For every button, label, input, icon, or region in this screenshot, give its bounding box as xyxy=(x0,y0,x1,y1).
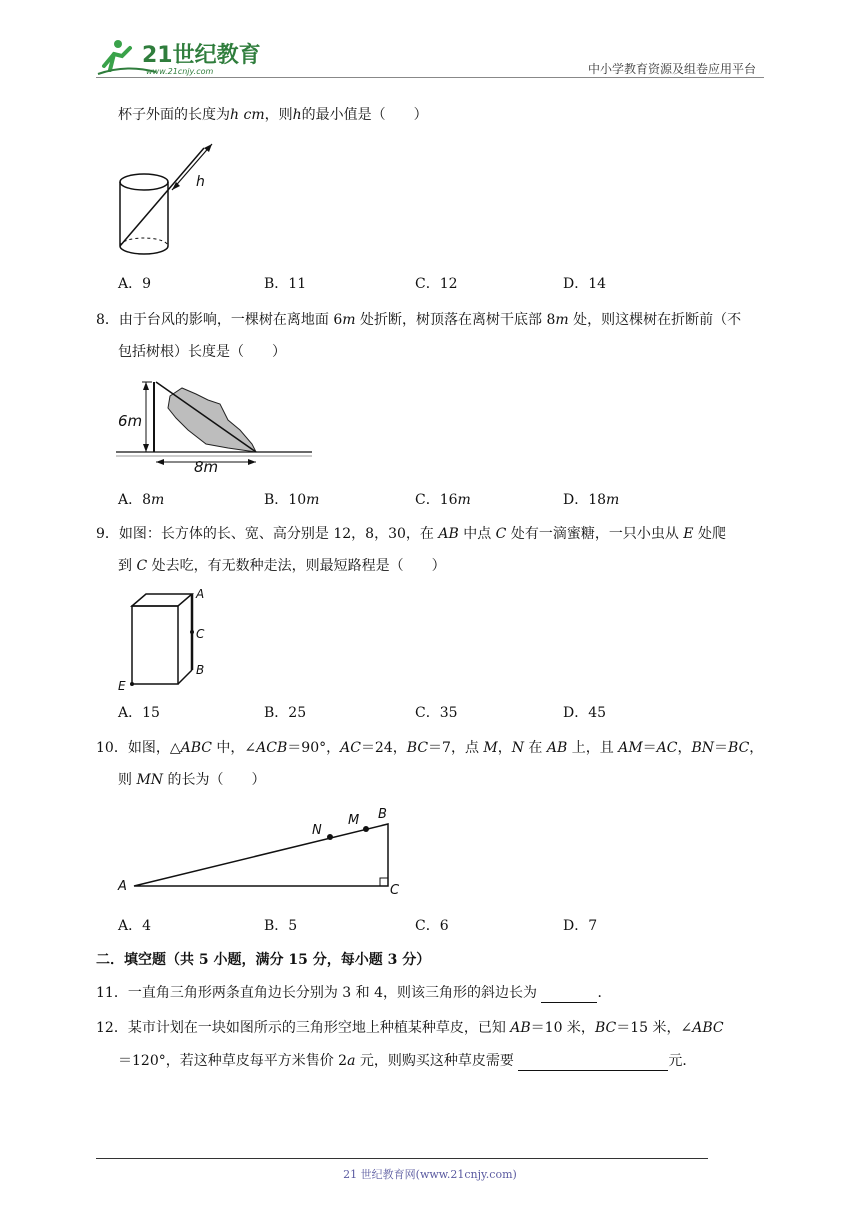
q7-option-d: D．14 xyxy=(563,276,607,292)
q10-stem-line2: 则 MN 的长为（ ） xyxy=(118,772,266,788)
q8-stem-line1: 8．由于台风的影响，一棵树在离地面 6m 处折断，树顶落在离树干底部 8m 处，则这棵树在折断前（不 xyxy=(96,312,742,328)
q7-option-a: A．9 xyxy=(118,276,152,292)
svg-text:h: h xyxy=(196,174,205,190)
svg-text:www.21cnjy.com: www.21cnjy.com xyxy=(146,67,214,76)
footer-text: 21 世纪教育网(www.21cnjy.com) xyxy=(343,1168,517,1181)
q9-stem-line2: 到 C 处去吃，有无数种走法，则最短路程是（ ） xyxy=(118,558,446,574)
svg-text:A: A xyxy=(196,587,205,601)
q10-figure-triangle xyxy=(116,800,416,904)
q12-stem-line2: ＝120°，若这种草皮每平方米售价 2a 元，则购买这种草皮需要 元． xyxy=(118,1053,697,1069)
site-logo xyxy=(96,36,266,78)
platform-name: 中小学教育资源及组卷应用平台 xyxy=(587,62,756,76)
q8-figure-tree xyxy=(116,374,316,480)
q7-option-b: B．11 xyxy=(264,276,307,292)
q9-figure-cuboid xyxy=(116,586,216,696)
svg-text:B: B xyxy=(196,663,205,677)
q7-option-c: C．12 xyxy=(415,276,458,292)
q10-stem-line1: 10．如图，△ABC 中，∠ACB＝90°，AC＝24，BC＝7，点 M，N 在 AB 上，且 AM＝AC，BN＝BC， xyxy=(96,740,764,756)
q9-option-a: A．15 xyxy=(118,705,160,721)
header-divider xyxy=(96,77,764,78)
q7-figure-cup xyxy=(116,140,220,262)
q7-stem: 杯子外面的长度为h cm，则h的最小值是（ ） xyxy=(118,107,428,123)
svg-text:21世纪教育: 21世纪教育 xyxy=(142,43,261,68)
q10-option-a: A．4 xyxy=(118,918,152,934)
q8-stem-line2: 包括树根）长度是（ ） xyxy=(118,344,286,360)
svg-text:6m: 6m xyxy=(118,412,143,430)
q8-option-a: A．8m xyxy=(118,492,165,508)
q9-stem-line1: 9．如图：长方体的长、宽、高分别是 12，8，30，在 AB 中点 C 处有一滴蜜糖，一只小虫从 E 处爬 xyxy=(96,526,726,542)
svg-text:C: C xyxy=(196,627,205,641)
section-title-fill-in: 二．填空题（共 5 小题，满分 15 分，每小题 3 分） xyxy=(96,952,431,968)
footer-divider xyxy=(96,1158,708,1159)
q9-option-c: C．35 xyxy=(415,705,458,721)
q12-answer-blank[interactable] xyxy=(518,1054,668,1071)
q8-option-b: B．10m xyxy=(264,492,320,508)
svg-text:E: E xyxy=(118,679,126,692)
q9-option-d: D．45 xyxy=(563,705,607,721)
svg-text:N: N xyxy=(312,823,322,838)
q10-option-d: D．7 xyxy=(563,918,598,934)
svg-text:8m: 8m xyxy=(194,458,219,476)
q11-stem: 11．一直角三角形两条直角边长分别为 3 和 4，则该三角形的斜边长为 ． xyxy=(96,985,612,1001)
q11-answer-blank[interactable] xyxy=(541,986,597,1003)
q8-option-d: D．18m xyxy=(563,492,620,508)
q8-option-c: C．16m xyxy=(415,492,471,508)
q10-option-c: C．6 xyxy=(415,918,449,934)
svg-text:B: B xyxy=(378,807,387,822)
svg-text:C: C xyxy=(390,883,400,898)
q12-stem-line1: 12．某市计划在一块如图所示的三角形空地上种植某种草皮，已知 AB＝10 米，BC＝15 米，∠ABC xyxy=(96,1020,724,1036)
q9-option-b: B．25 xyxy=(264,705,307,721)
svg-text:M: M xyxy=(348,813,360,828)
q10-option-b: B．5 xyxy=(264,918,298,934)
svg-text:A: A xyxy=(118,879,127,894)
